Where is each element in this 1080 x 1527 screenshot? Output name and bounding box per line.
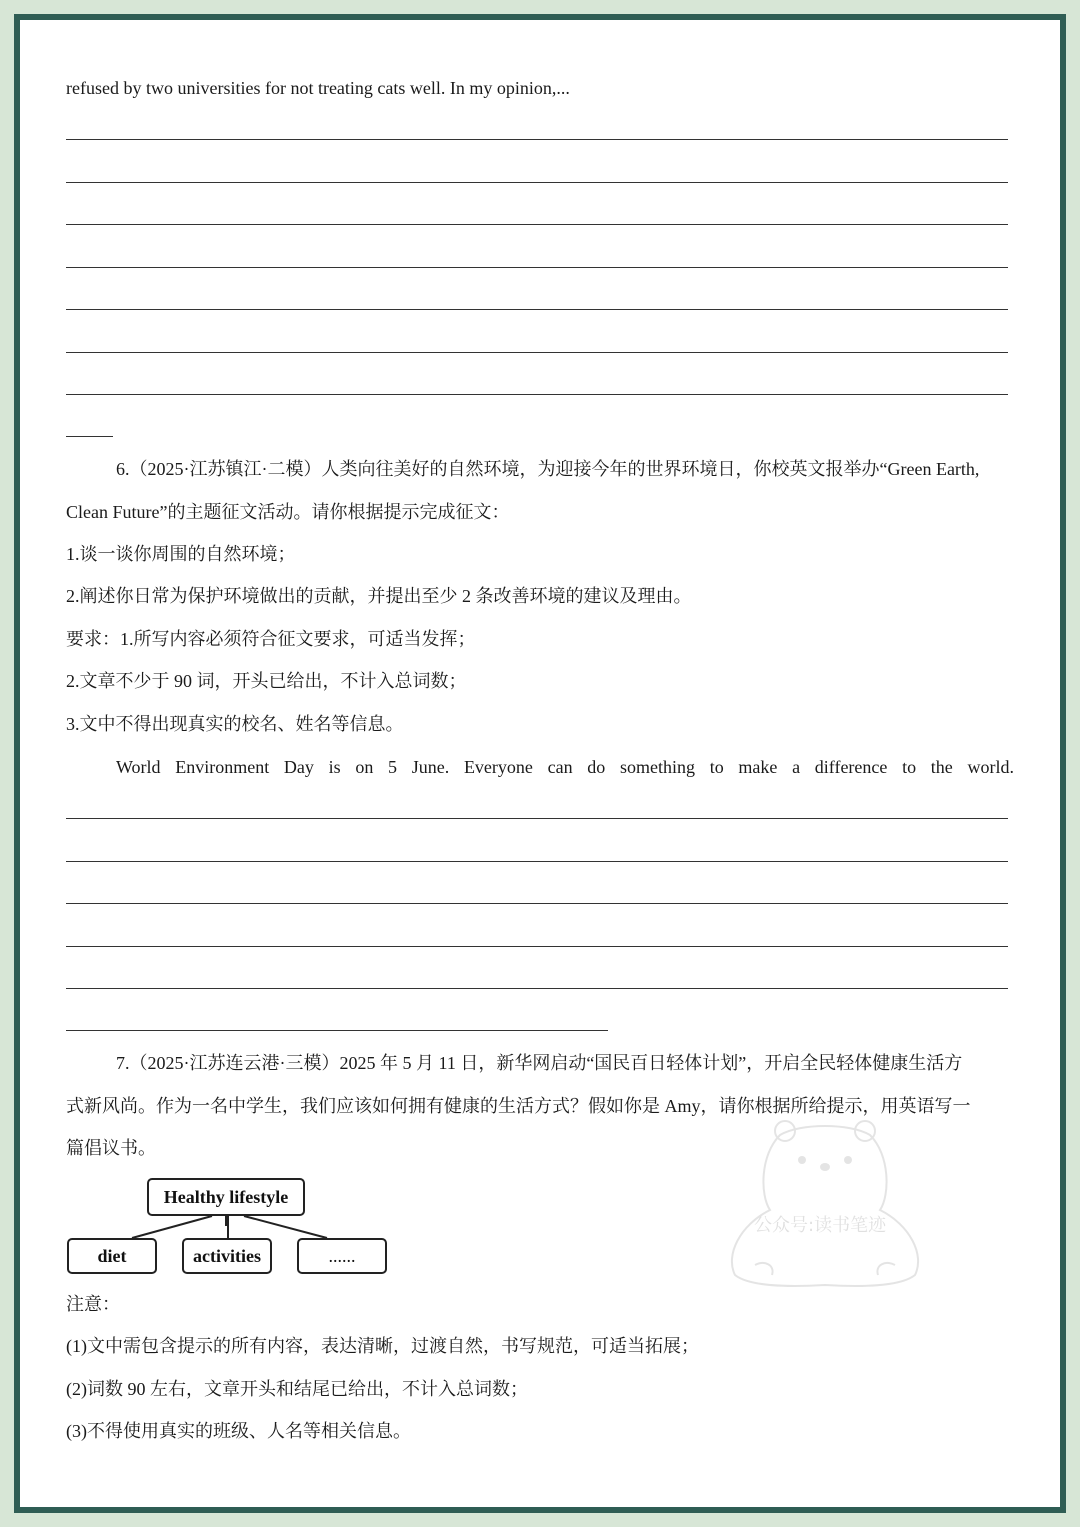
answer-line[interactable]: [66, 267, 1008, 268]
watermark-text: 公众号:读书笔迹: [754, 1215, 887, 1236]
continuation-text: refused by two universities for not treating cats well. In my opinion,...: [66, 78, 570, 98]
answer-line[interactable]: [66, 861, 1008, 862]
bear-watermark-icon: [720, 1115, 930, 1290]
q6-requirement-2: 2.文章不少于 90 词，开头已给出，不计入总词数；: [66, 671, 467, 691]
q6-prompt-line2: Clean Future”的主题征文活动。请你根据提示完成征文：: [66, 502, 510, 522]
watermark: [720, 1115, 930, 1290]
q6-point-2: 2.阐述你日常为保护环境做出的贡献，并提出至少 2 条改善环境的建议及理由。: [66, 586, 692, 606]
q6-opening-sentence: World Environment Day is on 5 June. Everyone can do something to make a difference to the world.: [116, 757, 1014, 777]
answer-line-end[interactable]: [66, 1030, 608, 1031]
answer-line[interactable]: [66, 946, 1008, 947]
q7-note-3: (3)不得使用真实的班级、人名等相关信息。: [66, 1421, 411, 1441]
q6-requirement-3: 3.文中不得出现真实的校名、姓名等信息。: [66, 714, 404, 734]
q6-prompt-line1: 6.（2025·江苏镇江·二模）人类向往美好的自然环境，为迎接今年的世界环境日，你校英文报举办“Green Earth,: [116, 459, 980, 479]
diagram-node-more: ......: [297, 1238, 387, 1274]
diagram-root-node: Healthy lifestyle: [147, 1178, 305, 1216]
answer-line[interactable]: [66, 139, 1008, 140]
diagram-node-activities: activities: [182, 1238, 272, 1274]
answer-line[interactable]: [66, 182, 1008, 183]
answer-line[interactable]: [66, 309, 1008, 310]
q7-prompt-line2: 式新风尚。作为一名中学生，我们应该如何拥有健康的生活方式？假如你是 Amy，请你根据所给提示，用英语写一: [66, 1096, 971, 1116]
q7-prompt-line3: 篇倡议书。: [66, 1138, 156, 1158]
answer-line[interactable]: [66, 394, 1008, 395]
answer-line[interactable]: [66, 818, 1008, 819]
answer-line[interactable]: [66, 224, 1008, 225]
q7-notes-title: 注意：: [66, 1294, 120, 1314]
q7-note-2: (2)词数 90 左右，文章开头和结尾已给出，不计入总词数；: [66, 1379, 528, 1399]
q6-point-1: 1.谈一谈你周围的自然环境；: [66, 544, 296, 564]
answer-line[interactable]: [66, 988, 1008, 989]
diagram-node-diet: diet: [67, 1238, 157, 1274]
q7-note-1: (1)文中需包含提示的所有内容，表达清晰，过渡自然，书写规范，可适当拓展；: [66, 1336, 699, 1356]
answer-line[interactable]: [66, 352, 1008, 353]
answer-line[interactable]: [66, 903, 1008, 904]
healthy-lifestyle-diagram: [62, 1170, 392, 1280]
q7-prompt-line1: 7.（2025·江苏连云港·三模）2025 年 5 月 11 日，新华网启动“国民百日轻体计划”，开启全民轻体健康生活方: [116, 1053, 963, 1073]
answer-line-end[interactable]: [66, 436, 113, 437]
q6-requirement-1: 要求：1.所写内容必须符合征文要求，可适当发挥；: [66, 629, 476, 649]
